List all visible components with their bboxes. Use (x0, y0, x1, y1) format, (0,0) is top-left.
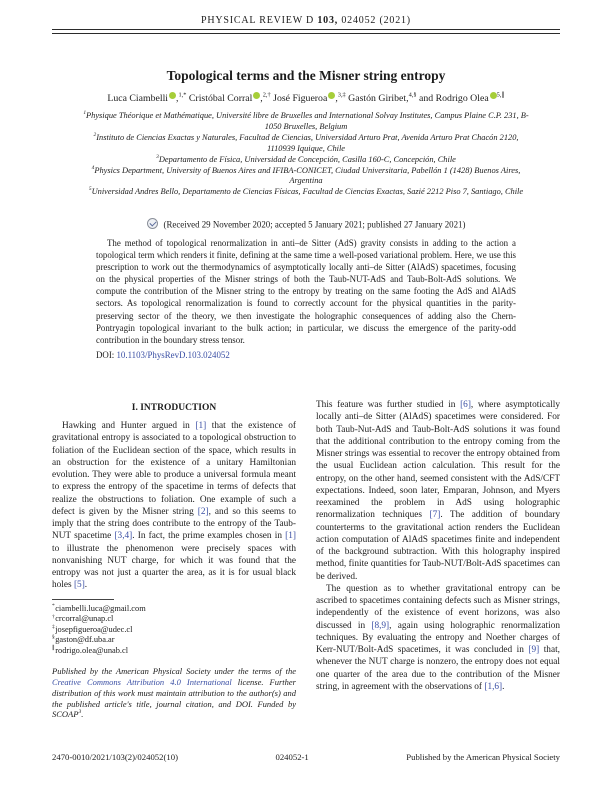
orcid-icon[interactable] (169, 92, 176, 99)
email-address: ciambelli.luca@gmail.com (55, 604, 146, 613)
text-segment: The question as to whether gravitational entropy can be ascribed to spacetimes containing defects such as Misner strings, independently of the existence of event horizons, was also discussed in (316, 583, 560, 631)
footnote-rule (52, 599, 114, 600)
email-address: crcorral@unap.cl (55, 614, 114, 624)
text-segment: PHYSICAL REVIEW D (201, 15, 318, 26)
affiliation: $^3$Departamento de Física, Universidad de Concepción, Casilla 160-C, Concepción, Chile (156, 153, 456, 164)
text-segment: 024052 (2021) (338, 15, 411, 26)
text-segment: . (81, 709, 84, 720)
paper-title: Topological terms and the Misner string entropy (166, 68, 446, 83)
affiliation-number: 4 (91, 164, 95, 171)
author-name: Gastón Giribet (348, 93, 407, 104)
text-segment: . (84, 580, 88, 591)
affiliations-block (80, 111, 532, 198)
citation-link[interactable]: [6] (460, 400, 471, 410)
author-name: Luca Ciambelli (107, 93, 169, 104)
text-segment: Hawking and Hunter argued in (62, 421, 196, 431)
text-segment: that the existence of gravitational entropy is associated to a topological obstruction to foliation of the Euclidean section of the space, which results in an obstruction for the existence of a unitary Hamiltonian evolution. They were able to produce a universal formula meant to express the entropy of the spacetime in terms of defects that realize the obstructions to foliation. One example of such a defect is given by the Misner string (52, 421, 296, 517)
text-segment: . The addition of boundary counterterms to the gravitational action renders the Euclidean action computation of AlAdS spacetimes finite and independent of the background subtraction. With this holography inspired method, finite quantities for Taub-NUT/Bolt-AdS spacetimes can be derived. (316, 510, 560, 582)
affiliation-number: 2 (93, 132, 97, 139)
orcid-icon[interactable] (253, 92, 260, 99)
author-affiliation-ref: 2,† (262, 91, 271, 99)
text-segment: , and so this seems to imply that the string does contribute to the entropy of the Taub-NUT spacetime (52, 506, 296, 542)
footer-issn: 2470-0010/2021/103(2)/024052(10) (52, 752, 178, 762)
doi-link[interactable]: 10.1103/PhysRevD.103.024052 (116, 350, 230, 360)
page-footer (52, 752, 560, 762)
author-name: Cristóbal Corral (188, 93, 253, 104)
footnote-email (52, 614, 296, 624)
citation-link[interactable]: [3,4] (114, 531, 133, 542)
affiliation: $^5$Universidad Andres Bello, Departamento de Ciencias Físicas, Facultad de Ciencias Exactas, Sazié 2212 Piso 7, Santiago, Chile (88, 186, 524, 197)
crossmark-icon[interactable] (147, 218, 158, 229)
footnote-email (52, 604, 296, 614)
footnote-marker: * (52, 603, 55, 610)
citation-link[interactable]: [1] (285, 531, 296, 542)
email-address: rodrigo.olea@unab.cl (55, 645, 129, 655)
email-address: josepfigueroa@udec.cl (55, 624, 133, 634)
text-segment: . (502, 681, 505, 692)
received-text: (Received 29 November 2020; accepted 5 January 2021; published 27 January 2021) (163, 219, 466, 230)
citation-link[interactable]: [1] (195, 421, 207, 431)
author-affiliation-ref: 5,∥ (496, 91, 505, 99)
affiliation: $^1$Physique Théorique et Mathématique, Université libre de Bruxelles and International Solvay Institutes, Campus Plaine C.P. 231, B-1050 Bruxelles, Belgium (83, 110, 529, 131)
citation-link[interactable]: [2] (197, 506, 209, 517)
license-note (52, 666, 296, 720)
text-segment: . In fact, the prime examples chosen in (132, 531, 286, 542)
citation-link[interactable]: [7] (429, 510, 441, 521)
affiliation: $^4$Physics Department, University of Buenos Aires and IFIBA-CONICET, Ciudad Universitaria, Pabellón 1 (1428) Buenos Aires, Argentina (91, 164, 521, 186)
doi-label: DOI: (96, 350, 117, 360)
citation-link[interactable]: [9] (528, 645, 540, 655)
author-name: Rodrigo Olea (435, 93, 489, 104)
right-column (316, 399, 560, 693)
intro-paragraph-1 (52, 420, 296, 592)
doi-line (96, 350, 230, 360)
affiliation-number: 3 (156, 153, 159, 160)
orcid-icon[interactable] (490, 92, 497, 99)
author-name: José Figueroa (273, 93, 328, 104)
text-segment: to illustrate the phenomenon were precisely spaces with nonvanishing NUT charge, for which it was found that the entropy was not just a quarter the area, as it is for usual black holes (52, 543, 296, 591)
received-line (0, 218, 612, 230)
orcid-icon[interactable] (328, 92, 335, 99)
author-affiliation-ref: 3,‡ (337, 91, 346, 99)
intro-paragraph-2 (316, 399, 560, 583)
citation-link[interactable]: [5] (73, 580, 85, 591)
author-affiliation-ref: 1,* (178, 91, 187, 99)
footnote-email (52, 646, 296, 656)
email-address: gaston@df.uba.ar (55, 635, 115, 645)
footnote-email (52, 625, 296, 635)
text-segment: 103, (317, 15, 339, 26)
journal-header (0, 15, 612, 26)
text-segment: , again using holographic renormalization techniques. By evaluating the entropy and Noether charges of Kerr-NUT/Bolt-AdS spacetimes, it was concluded in (316, 620, 560, 655)
section-heading-introduction: I. INTRODUCTION (131, 403, 217, 413)
citation-link[interactable]: [8,9] (371, 620, 390, 631)
footnote-marker: § (52, 634, 55, 641)
text-segment: Published by the American Physical Society under the terms of the (52, 666, 296, 676)
affiliation-number: 5 (88, 186, 92, 193)
affiliation-number: 1 (83, 110, 87, 117)
citation-link[interactable]: [1,6] (484, 681, 503, 692)
footnote-email (52, 635, 296, 645)
intro-paragraph-3 (316, 583, 560, 693)
footnote-list (52, 604, 296, 656)
abstract: The method of topological renormalization in anti–de Sitter (AdS) gravity consists in adding to the action a topological term which renders it finite, defining at the same time a well-posed variational problem. Here, we use this prescription to work out the thermodynamics of asymptotically locally anti–de Sitter (AlAdS) spacetimes, focusing on the physical properties of the Misner strings of both the Taub-NUT-AdS and Taub-Bolt-AdS solutions. We compute the contribution of the Misner string to the entropy by treating on the same footing the AdS and AlAdS sectors. As topological renormalization is found to correctly account for the physical quantities in the parity-preserving sector of the theory, we then investigate the holographic consequences of adding also the Chern-Pontryagin topological invariant to the bulk action; in particular, we discuss the emergence of the parity-odd contribution in the boundary stress tensor. (96, 238, 516, 345)
header-rule (52, 29, 560, 34)
footnotes-block (52, 599, 296, 656)
text-segment: license. Further distribution of this work must maintain attribution to the author(s) and the published article's title, journal citation, and DOI. Funded by SCOAP (52, 676, 296, 720)
text-segment: that, whenever the NUT charge is nonzero, the entropy does not equal one quarter of the area due to the contribution of the Misner string, in agreement with the observations of (316, 645, 560, 692)
footer-page-number: 024052-1 (275, 752, 309, 762)
footnote-marker: † (52, 613, 55, 620)
affiliation: $^2$Instituto de Ciencias Exactas y Naturales, Facultad de Ciencias, Universidad Arturo Prat, Avenida Arturo Prat Chacón 2120, 1110939 Iquique, Chile (93, 132, 519, 153)
footer-publisher: Published by the American Physical Society (406, 752, 560, 762)
author-line: Luca Ciambelli ,$^{1,*}$ Cristóbal Corral ,$^{2,\dagger}$ José Figueroa ,$^{3,\ddagger}$ Gastón Giribet,$^{4,\S}$ and Rodrigo Olea $^{5,\parallel}$ (107, 91, 505, 104)
text-segment: This feature was further studied in (316, 400, 461, 410)
text-segment: , where asymptotically locally anti–de Sitter (AlAdS) spacetimes were considered. For both Taub-Nut-AdS and Taub-Bolt-AdS solutions it was found that the additional contribution to the entropy coming from the Misner strings was essential to recover the entropy obtained from the usual Euclidean action calculation. This result for the entropy, on the other hand, seemed consistent with the AdS/CFT expectations. Indeed, soon later, Emparan, Johnson, and Myers reexamined the problem in AdS using holographic renormalization techniques (316, 400, 560, 521)
author-affiliation-ref: 4,§ (408, 91, 417, 99)
footnote-marker: ‡ (52, 624, 55, 631)
text-segment: 3 (78, 709, 82, 716)
text-link[interactable]: Creative Commons Attribution 4.0 International (52, 676, 232, 687)
footnote-marker: ∥ (52, 644, 55, 651)
